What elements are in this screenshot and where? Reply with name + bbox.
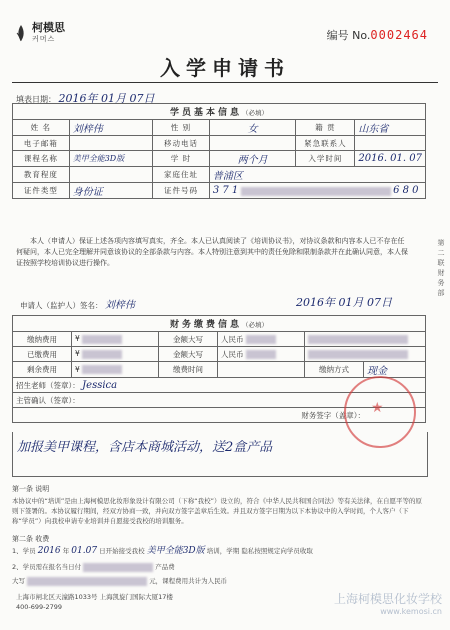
capital-amount-extra-2[interactable] (305, 347, 426, 362)
brand-logo (14, 22, 65, 44)
id-number-label: 证件号码 (153, 183, 210, 199)
section-2-line-1: 1、学员 2016 年 01.07 日开始接受我校 美甲全能3D版 培训，学期 隐私按照规定向学员收取 (12, 546, 313, 556)
redacted-block (246, 350, 276, 359)
basic-info-heading: 学员基本信息（必填） (13, 104, 426, 120)
redacted-block (82, 365, 122, 374)
remaining-fee-label: 剩余费用 (13, 362, 72, 378)
mobile-label: 移动电话 (153, 136, 210, 151)
redacted-block (27, 577, 147, 586)
section-1-text: 本协议中的“培训”是由上海柯模思化妆形象设计有限公司（下称“我校”）设立的，符合《中华人民共和国合同法》等有关法律，在自愿平等的原则下签署的。本协议履行期间，经双方协商一致，并向双方签字盖章后生效。并且双方签字日期为以下本协议中的入学时间，个人客户（下称“学员”）向我校申请专业培训并自愿接受我校的培训服务。 (12, 497, 422, 525)
payment-time-field[interactable] (218, 362, 305, 378)
name-field[interactable]: 刘梓伟 (69, 120, 152, 136)
applicant-value: 刘梓伟 (104, 300, 135, 311)
email-field[interactable] (69, 136, 152, 151)
capital-amount-field-2[interactable]: 人民币 (218, 347, 305, 362)
redacted-block (241, 187, 391, 196)
page-title: 入学申请书 (160, 56, 290, 80)
watermark (334, 590, 442, 616)
redacted-block (83, 563, 153, 572)
capital-amount-label-2: 金额大写 (159, 347, 218, 362)
address-field[interactable]: 普浦区 (209, 167, 425, 183)
course-label: 课程名称 (13, 151, 70, 167)
brand-name-kr: 커머스 (32, 35, 56, 43)
footer (16, 592, 173, 612)
redacted-block (308, 335, 408, 344)
finance-heading: 财务缴费信息（必填） (13, 316, 426, 332)
id-number-field[interactable]: 3 7 1 6 8 0 (209, 183, 425, 199)
capital-amount-field[interactable]: 人民币 (218, 332, 305, 347)
serial-value: 0002464 (370, 28, 428, 42)
id-type-label: 证件类型 (13, 183, 70, 199)
gender-label: 性 别 (153, 120, 210, 136)
emergency-contact-field[interactable] (355, 136, 426, 151)
fill-date-value: 2016年 01月 07日 (58, 92, 155, 105)
serial-number (327, 27, 428, 43)
origin-label: 籍 贯 (296, 120, 355, 136)
section-2-line-2: 2、学员需在报名当日付 产品费 (12, 563, 175, 571)
fill-date-label: 填表日期： (16, 95, 56, 104)
origin-field[interactable]: 山东省 (355, 120, 426, 136)
start-date-label: 入学时间 (296, 151, 355, 167)
title-divider (12, 82, 438, 83)
advisor-value: Jessica (82, 379, 118, 391)
due-fee-field[interactable]: ¥ (72, 332, 159, 347)
remarks-value: 加报美甲课程，含店本商城活动，送2盒产品 (17, 440, 273, 455)
email-label: 电子邮箱 (13, 136, 70, 151)
id-type-field[interactable]: 身份证 (69, 183, 152, 199)
payment-method-label: 缴纳方式 (305, 362, 364, 378)
address-label: 家庭住址 (153, 167, 210, 183)
mobile-field[interactable] (209, 136, 296, 151)
remaining-fee-field[interactable]: ¥ (72, 362, 159, 378)
redacted-block (246, 335, 276, 344)
start-date-field[interactable]: 2016. 01. 07 (355, 151, 426, 167)
manager-label: 主管确认（签章）： (16, 395, 80, 405)
redacted-block (82, 335, 122, 344)
due-fee-label: 缴纳费用 (13, 332, 72, 347)
logo-mark-icon (14, 23, 28, 43)
section-1-title: 第一条 说明 (12, 485, 50, 493)
red-seal-stamp (344, 376, 416, 448)
section-2-line-3: 大写 元，课程费用共计为人民币 (12, 577, 228, 585)
gender-field[interactable]: 女 (209, 120, 296, 136)
declaration-text: 本人（申请人）保证上述各项内容填写真实，齐全。本人已认真阅读了《培训协议书》，对协议条款和内容本人已不存在任何疑问，本人已完全理解并同意该协议的全部条款与内容。本人特别注意到其中的责任免除和限制条款并在此确认同意，本人保证按照学校培训协议进行操作。 (16, 237, 408, 267)
watermark-school: 上海柯模思化妆学校 (333, 592, 442, 606)
section-2-title: 第二条 收费 (12, 535, 50, 543)
education-label: 教育程度 (13, 167, 70, 183)
copy-side-note: 第二联 财务部 (437, 239, 445, 297)
payment-time-label: 缴费时间 (159, 362, 218, 378)
advisor-label: 招生老师（签章）： (16, 380, 80, 390)
capital-amount-label: 金额大写 (159, 332, 218, 347)
basic-info-table (12, 103, 426, 199)
watermark-url: www.kemosi.cn (380, 607, 442, 616)
applicant-date: 2016年 01月 07日 (296, 296, 392, 309)
footer-phone: 400-699-2799 (16, 603, 63, 611)
paid-fee-field[interactable]: ¥ (72, 347, 159, 362)
course-field[interactable]: 美甲全能3D版 (69, 151, 152, 167)
period-label: 学 时 (153, 151, 210, 167)
applicant-signature (20, 296, 135, 311)
finance-sign-label: 财务签字（盖章）： (301, 410, 365, 420)
emergency-contact-label: 紧急联系人 (296, 136, 355, 151)
redacted-block (82, 350, 122, 359)
paid-fee-label: 已缴费用 (13, 347, 72, 362)
capital-amount-extra[interactable] (305, 332, 426, 347)
payment-method-field[interactable]: 现金 (364, 362, 426, 378)
brand-name-cn: 柯模思 (32, 21, 65, 34)
footer-address: 上海市闸北区天潼路1033号 上海凯旋门国际大厦17楼 (16, 593, 173, 601)
applicant-label: 申请人（监护人）签名： (20, 301, 103, 310)
redacted-block (308, 350, 408, 359)
education-field[interactable] (69, 167, 152, 183)
serial-label: 编号 No. (326, 29, 371, 42)
name-label: 姓 名 (13, 120, 70, 136)
period-field[interactable]: 两个月 (209, 151, 296, 167)
